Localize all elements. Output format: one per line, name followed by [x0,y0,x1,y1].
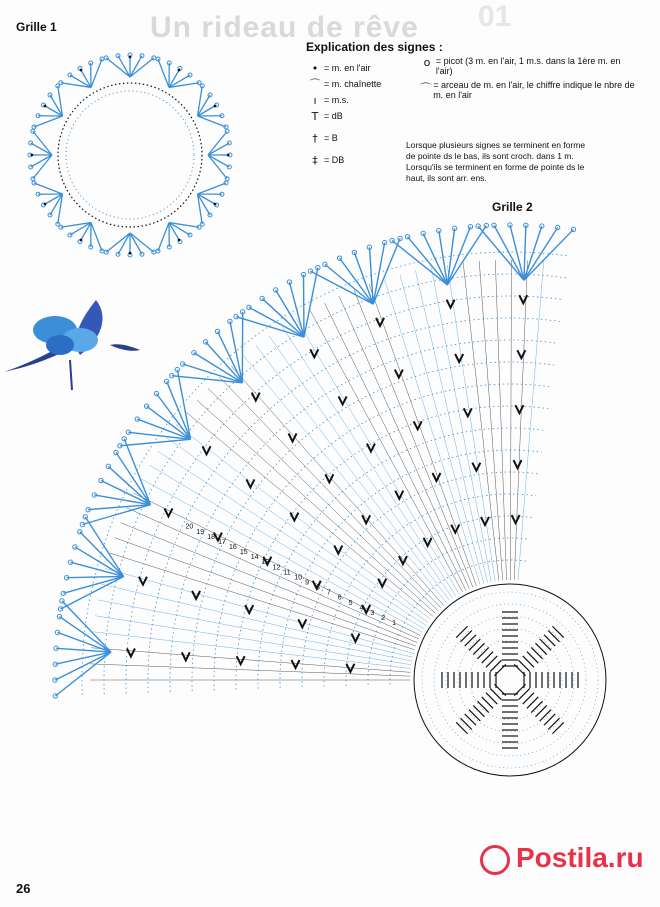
ghost-title-line: Un rideau de rêve [150,11,419,44]
ghost-number: 01 [478,0,512,33]
row-number: 9 [305,579,310,587]
watermark-text: Postila.ru [516,842,644,873]
row-number: 18 [207,533,216,541]
legend-text: = picot (3 m. en l'air, 1 m.s. dans la 1ère m. en l'air) [435,56,621,76]
grille1-diagram [28,53,232,257]
legend-text: = DB [324,155,345,165]
note: Lorsque plusieurs signes se terminent en forme de pointe ds le bas, ils sont croch. dans 1 m. Lorsqu'ils se terminent en forme de pointe ds le haut, ils sont arr. ens. [406,140,586,183]
page-number: 26 [16,881,31,896]
legend-text: = dB [324,111,343,121]
row-number: 20 [185,523,194,531]
row-number: 19 [196,528,205,536]
double-crochet-icon: T [311,109,319,123]
watermark [480,842,644,875]
row-number: 6 [337,594,342,602]
row-number: 3 [370,609,375,617]
row-number: 15 [239,549,248,557]
row-number: 1 [392,620,397,628]
row-number: 10 [294,574,303,582]
row-number: 12 [272,564,281,572]
row-number: 7 [326,589,331,597]
legend-text: = arceau de m. en l'air, le chiffre indique le nbre de m. en l'air [433,80,635,100]
double-treble-icon: ‡ [312,153,318,167]
legend-text: = m.s. [324,95,349,105]
single-crochet-icon: ı [313,93,317,107]
legend-title: Explication des signes : [306,40,443,54]
grille2-label: Grille 2 [492,200,533,214]
dot-icon: • [311,61,319,75]
grille2-diagram [53,223,606,776]
watermark-logo-icon [480,845,510,875]
legend-text: = m. en l'air [324,63,371,73]
row-number: 5 [348,599,353,607]
row-number: 14 [250,554,259,562]
flower-illustration [4,300,140,390]
row-number: 17 [218,538,226,546]
row-number: 4 [359,604,364,612]
legend-text: = m. chaînette [324,79,382,89]
row-number: 11 [283,569,291,577]
row-number: 2 [381,614,386,622]
chain-icon: ⌒ [309,78,321,91]
row-number: 8 [316,584,320,592]
treble-icon: † [312,131,318,145]
legend-text: = B [324,133,338,143]
grille1-label: Grille 1 [16,20,57,34]
row-number: 13 [261,559,270,567]
arc-icon: ⌒ [420,82,432,95]
row-number: 16 [229,543,237,551]
picot-icon: o [423,56,431,69]
